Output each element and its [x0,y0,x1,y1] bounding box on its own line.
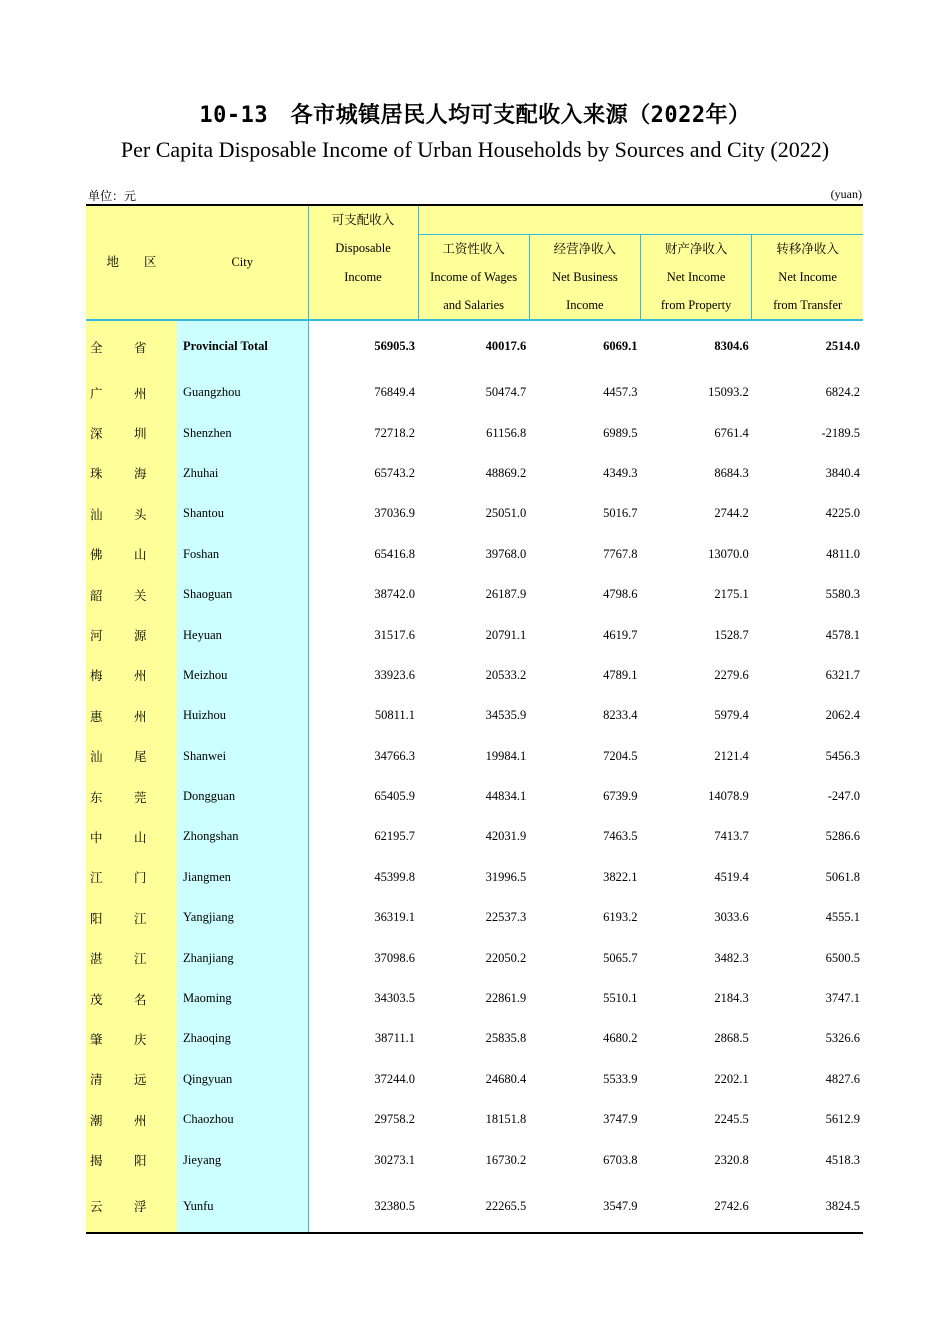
city-en-cell: Provincial Total [177,320,308,373]
table-row [86,1140,863,1180]
header-city-en: City [177,205,308,320]
transfer-income-cell: 4827.6 [825,1071,860,1086]
city-en-cell: Shantou [177,494,308,534]
wages-income-cell: 24680.4 [485,1071,527,1086]
table-row [86,373,863,413]
business-income-cell: 4798.6 [603,587,638,602]
region-cn-char2: 远 [134,1073,147,1088]
city-en-cell: Chaozhou [177,1100,308,1140]
wages-income-cell: 61156.8 [486,425,527,440]
page-title-en: Per Capita Disposable Income of Urban Households by Sources and City (2022) [120,137,830,162]
table-row [86,453,863,493]
transfer-income-cell: 5580.3 [825,587,860,602]
region-cn-char2: 源 [134,629,147,644]
table-row [86,655,863,695]
region-cn-char1: 阳 [90,911,103,926]
header-disposable-cn: 可支配收入 [308,205,418,234]
property-income-cell: 2202.1 [714,1071,749,1086]
business-income-cell: 3747.9 [603,1112,638,1127]
region-cn-char1: 潮 [90,1113,103,1128]
region-cn-char1: 揭 [90,1154,103,1169]
property-income-cell: 2279.6 [714,667,749,682]
table-row [86,1180,863,1233]
region-cn-cell [86,615,177,655]
disposable-income-cell: 45399.8 [374,869,415,884]
property-income-cell: 2868.5 [714,1031,749,1046]
property-income-cell: 15093.2 [708,385,749,400]
disposable-income-cell: 76849.4 [374,385,415,400]
wages-income-cell: 40017.6 [418,320,529,373]
region-cn-char2: 省 [134,340,147,355]
header-transfer-cn: 转移净收入 [752,234,863,263]
wages-income-cell: 16730.2 [485,1152,527,1167]
disposable-income-cell: 30273.1 [374,1152,415,1167]
city-en-cell: Guangzhou [177,373,308,413]
region-cn-char1: 河 [90,629,103,644]
business-income-cell: 4349.3 [603,465,638,480]
wages-income-cell: 22861.9 [485,991,527,1006]
region-cn-char1: 东 [90,790,103,805]
region-cn-char2: 浮 [134,1200,147,1215]
region-cn-cell [86,453,177,493]
business-income-cell: 6703.8 [603,1152,638,1167]
table-header [86,205,863,320]
wages-income-cell: 22537.3 [485,910,527,925]
header-region-cn: 地 区 [86,205,177,320]
region-cn-char1: 珠 [90,467,103,482]
region-cn-char2: 海 [134,467,147,482]
region-cn-cell [86,857,177,897]
disposable-income-cell: 37244.0 [374,1071,415,1086]
property-income-cell: 1528.7 [714,627,749,642]
wages-income-cell: 42031.9 [485,829,527,844]
business-income-cell: 6069.1 [529,320,640,373]
region-cn-char2: 州 [134,1113,147,1128]
disposable-income-cell: 56905.3 [308,320,418,373]
transfer-income-cell: 5326.6 [825,1031,860,1046]
region-cn-char1: 汕 [90,750,103,765]
table-row [86,776,863,816]
region-cn-cell [86,1019,177,1059]
property-income-cell: 13070.0 [708,546,749,561]
region-cn-char1: 惠 [90,709,103,724]
header-property-en1: Net Income [641,263,752,291]
table-row [86,978,863,1018]
region-cn-char1: 中 [90,830,103,845]
table-row [86,736,863,776]
region-cn-cell [86,534,177,574]
header-wages-en1: Income of Wages [418,263,529,291]
region-cn-cell [86,1059,177,1099]
header-spacer [418,205,863,234]
city-en-cell: Foshan [177,534,308,574]
business-income-cell: 4619.7 [603,627,638,642]
region-cn-char1: 云 [90,1200,103,1215]
region-cn-cell [86,817,177,857]
property-income-cell: 7413.7 [714,829,749,844]
table-row [86,413,863,453]
property-income-cell: 2184.3 [714,991,749,1006]
region-cn-char1: 深 [90,427,103,442]
disposable-income-cell: 33923.6 [374,667,415,682]
table-body [86,320,863,1234]
income-table [86,204,863,1234]
region-cn-char2: 州 [134,709,147,724]
region-cn-char1: 梅 [90,669,103,684]
transfer-income-cell: 3824.5 [752,1180,863,1233]
table-row [86,938,863,978]
business-income-cell: 6193.2 [603,910,638,925]
region-cn-char2: 门 [134,871,147,886]
city-en-cell: Heyuan [177,615,308,655]
disposable-income-cell: 65416.8 [374,546,415,561]
business-income-cell: 4680.2 [603,1031,638,1046]
property-income-cell: 5979.4 [714,708,749,723]
region-cn-char2: 尾 [134,750,147,765]
header-business-cn: 经营净收入 [529,234,640,263]
disposable-income-cell: 34303.5 [374,991,415,1006]
region-cn-char2: 山 [134,548,147,563]
transfer-income-cell: -2189.5 [821,425,860,440]
city-en-cell: Zhuhai [177,453,308,493]
city-en-cell: Zhongshan [177,817,308,857]
disposable-income-cell: 62195.7 [374,829,415,844]
region-cn-cell [86,574,177,614]
table-row [86,1100,863,1140]
property-income-cell: 3033.6 [714,910,749,925]
property-income-cell: 6761.4 [714,425,749,440]
wages-income-cell: 48869.2 [485,465,527,480]
transfer-income-cell: 5286.6 [825,829,860,844]
transfer-income-cell: 6500.5 [825,950,860,965]
property-income-cell: 2744.2 [714,506,749,521]
disposable-income-cell: 50811.1 [374,708,415,723]
transfer-income-cell: 4518.3 [825,1152,860,1167]
disposable-income-cell: 32380.5 [308,1180,418,1233]
region-cn-cell [86,696,177,736]
disposable-income-cell: 65743.2 [374,465,415,480]
region-cn-cell [86,898,177,938]
table-row [86,1019,863,1059]
transfer-income-cell: 2514.0 [752,320,863,373]
business-income-cell: 5016.7 [603,506,638,521]
business-income-cell: 4789.1 [603,667,638,682]
header-disposable-en1: Disposable [308,234,418,263]
city-en-cell: Jieyang [177,1140,308,1180]
table-row [86,696,863,736]
table-row [86,857,863,897]
business-income-cell: 8233.4 [603,708,638,723]
income-table-container [86,204,863,1234]
business-income-cell: 7204.5 [603,748,638,763]
disposable-income-cell: 38711.1 [374,1031,415,1046]
region-cn-char1: 茂 [90,992,103,1007]
business-income-cell: 6989.5 [603,425,638,440]
header-property-cn: 财产净收入 [641,234,752,263]
business-income-cell: 4457.3 [603,385,638,400]
property-income-cell: 8304.6 [641,320,752,373]
city-en-cell: Maoming [177,978,308,1018]
table-row [86,817,863,857]
disposable-income-cell: 36319.1 [374,910,415,925]
table-row [86,1059,863,1099]
transfer-income-cell: 4555.1 [825,910,860,925]
property-income-cell: 8684.3 [714,465,749,480]
region-cn-char1: 韶 [90,588,103,603]
region-cn-cell [86,320,177,373]
disposable-income-cell: 29758.2 [374,1112,415,1127]
wages-income-cell: 20533.2 [485,667,527,682]
property-income-cell: 2175.1 [714,587,749,602]
transfer-income-cell: 4811.0 [826,546,860,561]
city-en-cell: Yangjiang [177,898,308,938]
region-cn-cell [86,776,177,816]
wages-income-cell: 22050.2 [485,950,527,965]
table-row-total [86,320,863,373]
transfer-income-cell: -247.0 [827,789,860,804]
transfer-income-cell: 5456.3 [825,748,860,763]
unit-label-en: (yuan) [830,187,862,201]
region-cn-cell [86,1100,177,1140]
property-income-cell: 2742.6 [641,1180,752,1233]
city-en-cell: Qingyuan [177,1059,308,1099]
wages-income-cell: 34535.9 [485,708,527,723]
region-cn-char1: 汕 [90,507,103,522]
header-transfer-en1: Net Income [752,263,863,291]
table-row [86,494,863,534]
wages-income-cell: 50474.7 [485,385,527,400]
transfer-income-cell: 5612.9 [825,1112,860,1127]
region-cn-char1: 湛 [90,952,103,967]
property-income-cell: 14078.9 [708,789,749,804]
region-cn-char2: 名 [134,992,147,1007]
header-property-en2: from Property [641,291,752,320]
property-income-cell: 2320.8 [714,1152,749,1167]
property-income-cell: 2245.5 [714,1112,749,1127]
business-income-cell: 5533.9 [603,1071,638,1086]
region-cn-cell [86,373,177,413]
header-business-en2: Income [529,291,640,320]
wages-income-cell: 19984.1 [485,748,527,763]
unit-label-cn: 单位：元 [88,189,137,203]
page-title-cn: 10-13 各市城镇居民人均可支配收入来源（2022年） [199,103,751,128]
city-en-cell: Shenzhen [177,413,308,453]
header-disposable-blank [308,291,418,320]
city-en-cell: Shaoguan [177,574,308,614]
region-cn-char2: 圳 [134,427,147,442]
wages-income-cell: 31996.5 [485,869,527,884]
property-income-cell: 3482.3 [714,950,749,965]
city-en-cell: Shanwei [177,736,308,776]
header-transfer-en2: from Transfer [752,291,863,320]
region-cn-char1: 广 [90,386,103,401]
table-row [86,534,863,574]
region-cn-char1: 佛 [90,548,103,563]
business-income-cell: 5510.1 [603,991,638,1006]
region-cn-cell [86,938,177,978]
business-income-cell: 7463.5 [603,829,638,844]
transfer-income-cell: 2062.4 [825,708,860,723]
table-row [86,898,863,938]
business-income-cell: 7767.8 [603,546,638,561]
business-income-cell: 5065.7 [603,950,638,965]
transfer-income-cell: 6321.7 [825,667,860,682]
region-cn-char2: 州 [134,386,147,401]
header-wages-en2: and Salaries [418,291,529,320]
table-row [86,615,863,655]
wages-income-cell: 44834.1 [485,789,527,804]
business-income-cell: 6739.9 [603,789,638,804]
business-income-cell: 3547.9 [529,1180,640,1233]
transfer-income-cell: 3840.4 [825,465,860,480]
wages-income-cell: 25051.0 [485,506,527,521]
header-disposable-en2: Income [308,263,418,291]
transfer-income-cell: 3747.1 [825,991,860,1006]
property-income-cell: 4519.4 [714,869,749,884]
region-cn-cell [86,1180,177,1233]
wages-income-cell: 18151.8 [485,1112,527,1127]
transfer-income-cell: 4225.0 [825,506,860,521]
region-cn-char2: 莞 [134,790,147,805]
region-cn-char2: 阳 [134,1154,147,1169]
transfer-income-cell: 4578.1 [825,627,860,642]
city-en-cell: Jiangmen [177,857,308,897]
city-en-cell: Zhaoqing [177,1019,308,1059]
region-cn-cell [86,1140,177,1180]
transfer-income-cell: 5061.8 [825,869,860,884]
disposable-income-cell: 31517.6 [374,627,415,642]
region-cn-cell [86,978,177,1018]
region-cn-char2: 州 [134,669,147,684]
region-cn-char2: 山 [134,830,147,845]
business-income-cell: 3822.1 [603,869,638,884]
city-en-cell: Dongguan [177,776,308,816]
region-cn-char1: 江 [90,871,103,886]
header-business-en1: Net Business [529,263,640,291]
header-wages-cn: 工资性收入 [418,234,529,263]
city-en-cell: Huizhou [177,696,308,736]
region-cn-cell [86,655,177,695]
region-cn-char2: 庆 [134,1032,147,1047]
wages-income-cell: 39768.0 [485,546,527,561]
disposable-income-cell: 65405.9 [374,789,415,804]
transfer-income-cell: 6824.2 [825,385,860,400]
disposable-income-cell: 37036.9 [374,506,415,521]
city-en-cell: Yunfu [177,1180,308,1233]
disposable-income-cell: 72718.2 [374,425,415,440]
wages-income-cell: 25835.8 [485,1031,527,1046]
region-cn-char1: 肇 [90,1032,103,1047]
region-cn-cell [86,494,177,534]
wages-income-cell: 20791.1 [485,627,527,642]
city-en-cell: Meizhou [177,655,308,695]
region-cn-char1: 清 [90,1073,103,1088]
disposable-income-cell: 37098.6 [374,950,415,965]
disposable-income-cell: 38742.0 [374,587,415,602]
region-cn-char1: 全 [90,340,103,355]
wages-income-cell: 26187.9 [485,587,527,602]
disposable-income-cell: 34766.3 [374,748,415,763]
wages-income-cell: 22265.5 [418,1180,529,1233]
region-cn-cell [86,413,177,453]
region-cn-cell [86,736,177,776]
property-income-cell: 2121.4 [714,748,749,763]
region-cn-char2: 关 [134,588,147,603]
region-cn-char2: 江 [134,911,147,926]
region-cn-char2: 江 [134,952,147,967]
region-cn-char2: 头 [134,507,147,522]
table-row [86,574,863,614]
city-en-cell: Zhanjiang [177,938,308,978]
